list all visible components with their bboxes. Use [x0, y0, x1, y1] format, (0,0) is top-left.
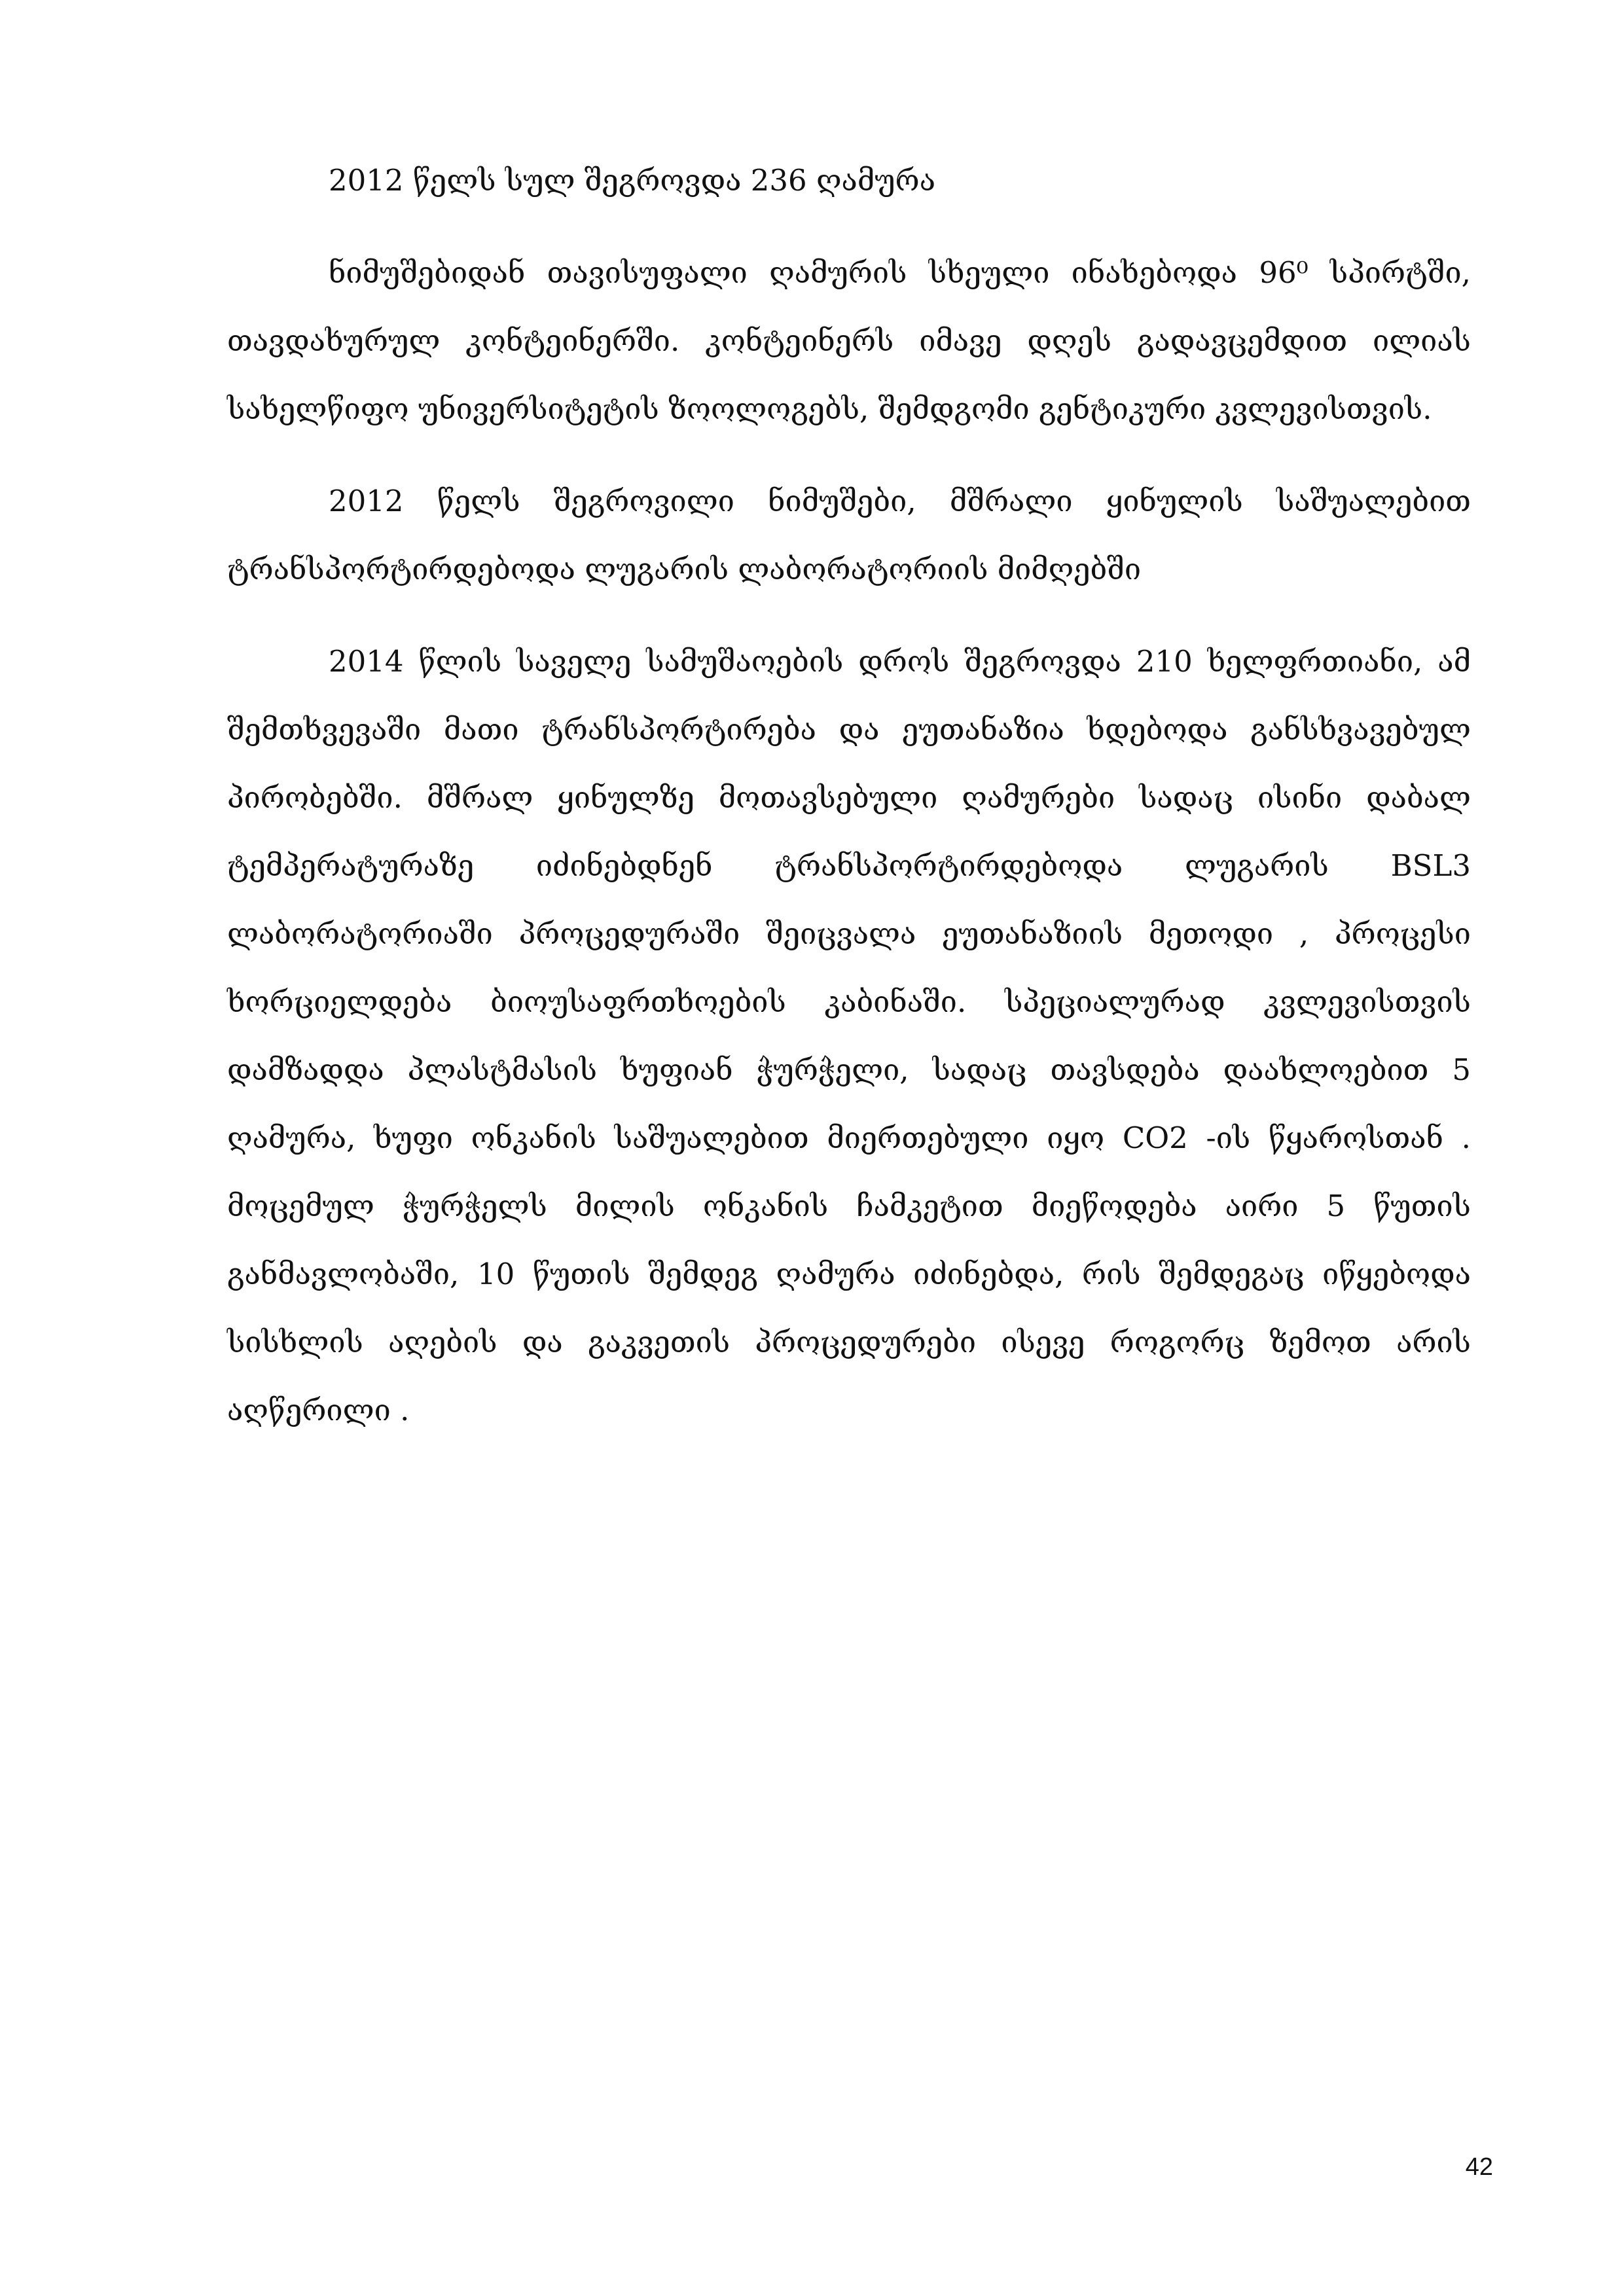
- paragraph-sample-storage: ნიმუშებიდან თავისუფალი ღამურის სხეული ინახებოდა 96⁰ სპირტში, თავდახურულ კონტეინერში. კონტეინერს იმავე დღეს გადავცემდით ილიას სახელწიფო უნივერსიტეტის ზოოლოგებს, შემდგომი გენტიკური კვლევისთვის.: [227, 255, 1471, 426]
- body-text: [227, 147, 1471, 1469]
- page-number: 42: [1465, 2153, 1493, 2181]
- paragraph-2014-fieldwork: 2014 წლის საველე სამუშაოების დროს შეგროვდა 210 ხელფრთიანი, ამ შემთხვევაში მათი ტრანსპორტირება და ეუთანაზია ხდებოდა განსხვავებულ პირობებში. მშრალ ყინულზე მოთავსებული ღამურები სადაც ისინი დაბალ ტემპერატურაზე იძინებდნენ ტრანსპორტირდებოდა ლუგარის BSL3 ლაბორატორიაში პროცედურაში შეიცვალა ეუთანაზიის მეთოდი , პროცესი ხორციელდება ბიოუსაფრთხოების კაბინაში. სპეციალურად კვლევისთვის დამზადდა პლასტმასის ხუფიან ჭურჭელი, სადაც თავსდება დაახლოებით 5 ღამურა, ხუფი ონკანის საშუალებით მიერთებული იყო CO2 -ის წყაროსთან . მოცემულ ჭურჭელს მილის ონკანის ჩამკეტით მიეწოდება აირი 5 წუთის განმავლობაში, 10 წუთის შემდეგ ღამურა იძინებდა, რის შემდეგაც იწყებოდა სისხლის აღების და გაკვეთის პროცედურები ისევე როგორც ზემოთ არის აღწერილი .: [227, 644, 1471, 1427]
- paragraph-2012-transport: 2012 წელს შეგროვილი ნიმუშები, მშრალი ყინულის საშუალებით ტრანსპორტირდებოდა ლუგარის ლაბორატორიის მიმღებში: [227, 484, 1471, 586]
- paragraph-total-collected: 2012 წელს სულ შეგროვდა 236 ღამურა: [329, 163, 936, 198]
